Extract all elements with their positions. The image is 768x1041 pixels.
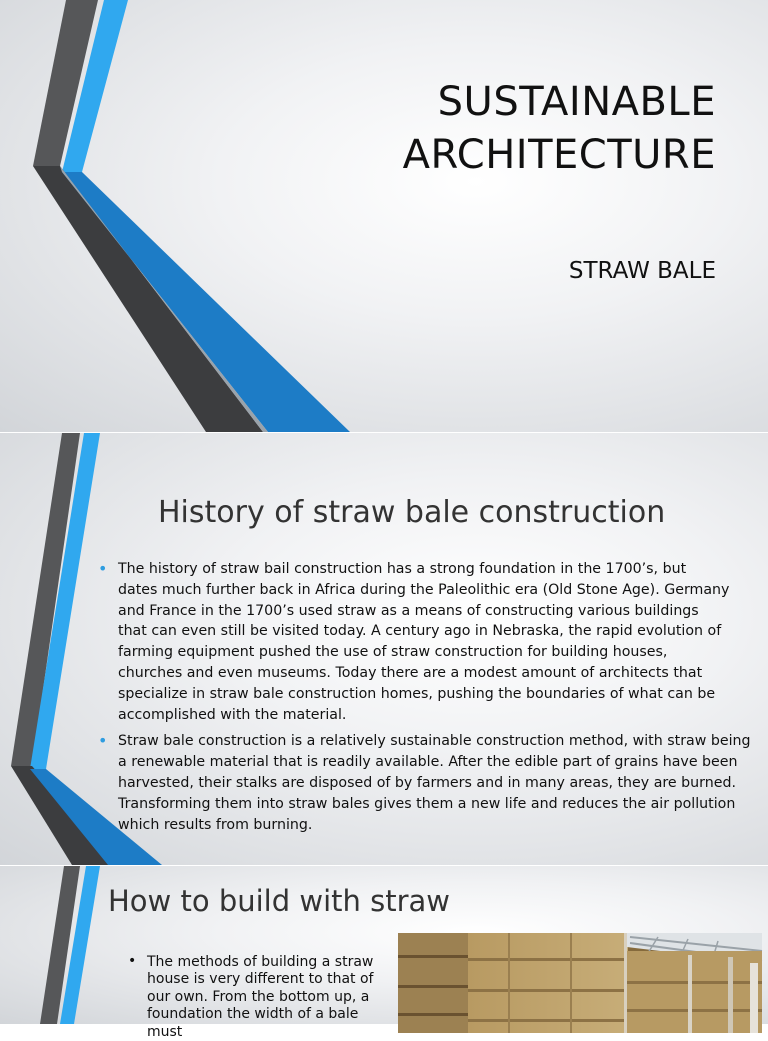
bullet-text: The methods of building a straw house is very different to that of our own. From the bottom up, a foundation the width of a bale must [147, 954, 374, 1040]
list-item [98, 731, 760, 835]
construction-photo-image [398, 933, 762, 1033]
bullet-list [98, 559, 760, 841]
title-line: ARCHITECTURE [402, 132, 716, 179]
bullet-icon: • [128, 953, 137, 969]
bullet-list [128, 954, 396, 1041]
title-line: SUSTAINABLE [437, 79, 716, 125]
presentation-title [403, 76, 716, 182]
straw-bale-construction-photo [398, 933, 762, 1033]
how-to-build-slide [0, 866, 768, 1040]
bullet-text: Straw bale construction is a relatively sustainable construction method, with straw being a renewable material that is readily available. After the edible part of grains have been harvested, their stalks are disposed of by farmers and in many areas, they are burned. Transforming them into straw bales gives them a new life and reduces the air pollution which results from burning. [118, 733, 751, 833]
history-slide [0, 433, 768, 865]
title-slide [0, 0, 768, 432]
slide-title: History of straw bale construction [158, 495, 666, 530]
slide-title: How to build with straw [108, 884, 450, 918]
bullet-icon: • [98, 559, 108, 578]
presentation-subtitle: STRAW BALE [568, 258, 716, 284]
list-item [128, 954, 396, 1041]
list-item [98, 559, 760, 725]
slide-decoration [0, 0, 768, 432]
bullet-icon: • [98, 731, 108, 751]
bullet-text: The history of straw bail construction has a strong foundation in the 1700’s, but dates much further back in Africa during the Paleolithic era (Old Stone Age). Germany and France in the 1700’s used straw as a means of constructing various buildings that can even still be visited today. A century ago in Nebraska, the rapid evolution of farming equipment pushed the use of straw construction for building houses, churches and even museums. Today there are a modest amount of architects that specialize in straw bale construction homes, pushing the boundaries of what can be accomplished with the material. [118, 561, 730, 723]
